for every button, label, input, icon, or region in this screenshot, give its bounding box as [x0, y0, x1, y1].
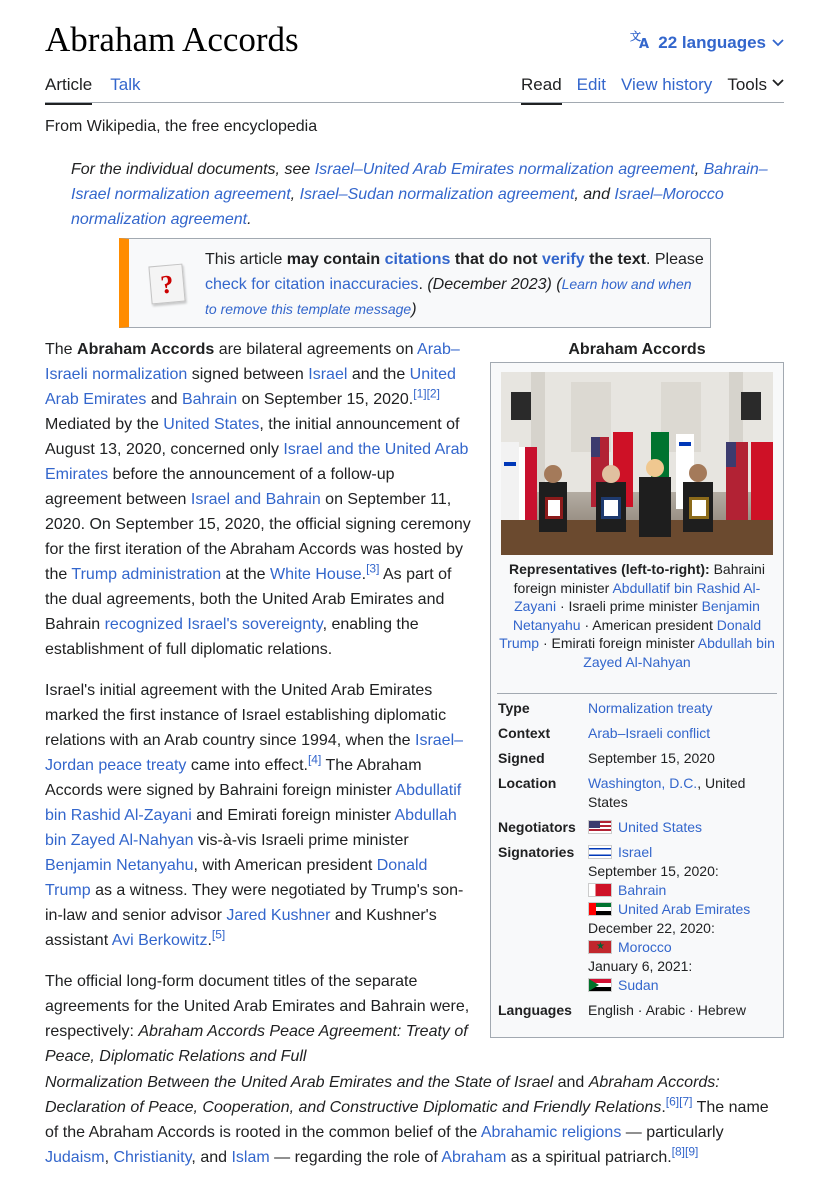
- link[interactable]: Benjamin Netanyahu: [512, 598, 760, 633]
- link[interactable]: Israel and the United Arab Emirates: [45, 441, 469, 483]
- text: at the: [221, 566, 271, 583]
- hatnote-link[interactable]: Israel–Sudan normalization agreement: [299, 186, 575, 203]
- paragraph-2: [45, 678, 475, 953]
- link[interactable]: Abrahamic religions: [480, 1124, 622, 1141]
- learn-how-link[interactable]: Learn how and when to remove this template message: [205, 276, 692, 317]
- italic-title: Normalization Between the United Arab Emirates and the State of Israel: [45, 1074, 554, 1091]
- svg-text:文: 文: [630, 30, 642, 43]
- us-flag-icon: [588, 820, 612, 834]
- italic-title: Abraham Accords Peace Agreement: Treaty of Peace, Diplomatic Relations and Full: [45, 1023, 468, 1065]
- text: and Kushner's assistant: [45, 907, 437, 949]
- row-label: Context: [498, 725, 551, 741]
- infobox-rows: [498, 699, 780, 1026]
- tools-label: Tools: [727, 75, 767, 94]
- infobox-row-negotiators: [498, 818, 780, 837]
- text: Mediated by the: [45, 416, 164, 433]
- text: ,: [104, 1149, 114, 1166]
- infobox: [490, 362, 784, 1038]
- text: Bahraini foreign minister: [513, 561, 765, 596]
- reference[interactable]: [8]: [671, 1144, 686, 1159]
- link[interactable]: Israel: [308, 366, 348, 383]
- link[interactable]: recognized Israel's sovereignty: [104, 616, 323, 633]
- languages-label: 22 languages: [658, 33, 766, 52]
- bahrain-flag-icon: [588, 883, 612, 897]
- infobox-row-signatories: [498, 843, 780, 995]
- hatnote-text: ,: [694, 161, 704, 178]
- paragraph-1: [45, 337, 475, 662]
- citations-link[interactable]: citations: [384, 251, 451, 268]
- tab-divider: [45, 102, 784, 103]
- sudan-flag-icon: [588, 978, 612, 992]
- ambox-text: ): [411, 301, 417, 318]
- link[interactable]: United States: [163, 416, 260, 433]
- bold-title: Abraham Accords: [77, 341, 215, 358]
- tab-view-history[interactable]: View history: [620, 75, 713, 94]
- text: The official long-form document titles of the separate agreements for the United Arab Emirates and Bahrain were, respectively:: [45, 973, 470, 1040]
- link[interactable]: Arab–Israeli normalization: [45, 341, 460, 383]
- hatnote-text: ,: [290, 186, 300, 203]
- reference[interactable]: [2]: [426, 386, 440, 401]
- reference[interactable]: [9]: [685, 1144, 699, 1159]
- text: are bilateral agreements on: [214, 341, 418, 358]
- paragraph-3-continued: [45, 1070, 785, 1170]
- link[interactable]: Abraham: [441, 1149, 507, 1166]
- text: , with American president: [193, 857, 377, 874]
- text: · Emirati foreign minister: [539, 635, 698, 651]
- text: on September 11, 2020. On September 15, 2020, the official signing ceremony for the first iteration of the Abraham Accords was hosted by the: [45, 491, 471, 583]
- row-label: Type: [498, 700, 530, 716]
- link[interactable]: Jared Kushner: [226, 907, 331, 924]
- site-tagline: From Wikipedia, the free encyclopedia: [45, 118, 318, 135]
- infobox-row-type: [498, 699, 780, 718]
- caption-bold: Representatives (left-to-right):: [509, 561, 710, 577]
- link[interactable]: Abdullah bin Zayed Al-Nahyan: [583, 635, 775, 670]
- text: Israel's initial agreement with the United Arab Emirates marked the first instance of Israel establishing diplomatic relations with an Arab country since 1994, when the: [45, 682, 447, 749]
- link[interactable]: Sudan: [618, 977, 659, 993]
- paragraph-3-wide: [45, 1070, 785, 1170]
- ambox-date: (December 2023): [427, 276, 552, 293]
- link[interactable]: Trump administration: [71, 566, 222, 583]
- ambox-bold: may contain: [286, 251, 385, 268]
- link[interactable]: United Arab Emirates: [45, 366, 456, 408]
- ambox-text: (: [551, 276, 562, 293]
- verify-link[interactable]: verify: [541, 251, 585, 268]
- citation-warning-box: [119, 238, 711, 328]
- text: .: [207, 932, 212, 949]
- ambox-bold: the text: [584, 251, 646, 268]
- signing-date: December 22, 2020:: [588, 920, 715, 936]
- uae-flag-icon: [588, 902, 612, 916]
- tab-talk[interactable]: Talk: [110, 75, 141, 94]
- link[interactable]: Morocco: [618, 939, 672, 955]
- row-label: Signatories: [498, 844, 575, 860]
- link[interactable]: Abdullatif bin Rashid Al-Zayani: [514, 579, 761, 614]
- hatnote-link[interactable]: Israel–Morocco normalization agreement: [71, 186, 724, 228]
- link[interactable]: Judaism: [45, 1149, 105, 1166]
- link[interactable]: Abdullatif bin Rashid Al-Zayani: [45, 782, 462, 824]
- link[interactable]: United States: [618, 819, 703, 835]
- infobox-row-languages: [498, 1001, 780, 1020]
- link[interactable]: Bahrain: [618, 882, 667, 898]
- citation-warning-text: [205, 247, 705, 322]
- israel-flag-icon: [588, 845, 612, 859]
- link[interactable]: Normalization treaty: [588, 700, 713, 716]
- reference[interactable]: [3]: [366, 561, 380, 576]
- link[interactable]: United Arab Emirates: [618, 901, 751, 917]
- infobox-divider: [497, 693, 777, 694]
- text: and Emirati foreign minister: [191, 807, 395, 824]
- link[interactable]: Donald Trump: [499, 616, 762, 651]
- infobox-row-context: [498, 724, 780, 743]
- row-label: Signed: [498, 750, 545, 766]
- reference[interactable]: [6]: [665, 1094, 680, 1109]
- paragraph-3: [45, 969, 475, 1069]
- row-value: English · Arabic · Hebrew: [588, 1002, 746, 1018]
- link[interactable]: Avi Berkowitz: [111, 932, 208, 949]
- infobox-title: Abraham Accords: [568, 341, 706, 358]
- link[interactable]: Benjamin Netanyahu: [45, 857, 194, 874]
- reference[interactable]: [7]: [679, 1094, 693, 1109]
- chevron-down-icon: [772, 72, 784, 97]
- text: The Abraham Accords were signed by Bahraini foreign minister: [45, 757, 422, 799]
- text: · Israeli prime minister: [556, 598, 702, 614]
- text: · American president: [580, 616, 717, 633]
- text: .: [361, 566, 367, 583]
- text: came into effect.: [186, 757, 308, 774]
- reference[interactable]: [1]: [413, 386, 427, 401]
- translate-icon: [630, 29, 652, 56]
- ambox-text: . Please: [645, 251, 704, 268]
- text: and: [553, 1074, 589, 1091]
- tab-article[interactable]: Article: [45, 72, 92, 105]
- text: on September 15, 2020.: [237, 391, 414, 408]
- view-tabs: [521, 72, 784, 105]
- languages-button[interactable]: [630, 29, 784, 56]
- ambox-text: This article: [205, 251, 287, 268]
- link[interactable]: Arab–Israeli conflict: [588, 725, 711, 741]
- check-citation-link[interactable]: check for citation inaccuracies: [205, 276, 419, 293]
- ambox-bold: that do not: [450, 251, 542, 268]
- row-label: Languages: [498, 1002, 572, 1018]
- link[interactable]: Christianity: [113, 1149, 192, 1166]
- link[interactable]: Donald Trump: [45, 857, 428, 899]
- tab-read[interactable]: Read: [521, 72, 562, 105]
- text: and the: [347, 366, 410, 383]
- link[interactable]: Israel: [618, 844, 653, 860]
- hatnote-text: .: [247, 211, 252, 228]
- text: , and: [191, 1149, 232, 1166]
- link[interactable]: Bahrain: [181, 391, 238, 408]
- link[interactable]: Abdullah bin Zayed Al-Nahyan: [45, 807, 457, 849]
- svg-text:A: A: [639, 37, 650, 49]
- reference[interactable]: [4]: [307, 752, 322, 767]
- row-label: Negotiators: [498, 819, 576, 835]
- hatnote-text: , and: [574, 186, 615, 203]
- link[interactable]: Islam: [231, 1149, 270, 1166]
- namespace-tabs: [45, 72, 140, 105]
- infobox-row-location: [498, 774, 780, 812]
- question-book-icon: ?: [148, 264, 185, 305]
- link[interactable]: White House: [270, 566, 362, 583]
- text: .: [661, 1099, 666, 1116]
- tab-edit[interactable]: Edit: [576, 75, 606, 94]
- text: The: [45, 341, 78, 358]
- text: signed between: [187, 366, 309, 383]
- image-caption: [499, 560, 775, 671]
- row-label: Location: [498, 775, 557, 791]
- reference[interactable]: [5]: [211, 927, 226, 942]
- signing-date: September 15, 2020:: [588, 863, 719, 879]
- text: — regarding the role of: [269, 1149, 442, 1166]
- text: The name of the Abraham Accords is rooted in the common belief of the: [45, 1099, 769, 1141]
- page-title: Abraham Accords: [45, 20, 299, 59]
- article-body: [45, 337, 475, 1085]
- text: As part of the dual agreements, both the United Arab Emirates and Bahrain: [45, 566, 452, 633]
- text: and: [146, 391, 182, 408]
- row-value: September 15, 2020: [588, 750, 715, 766]
- text: as a spiritual patriarch.: [506, 1149, 672, 1166]
- signing-ceremony-photo[interactable]: [501, 372, 773, 555]
- text: vis-à-vis Israeli prime minister: [193, 832, 409, 849]
- link[interactable]: Israel and Bahrain: [190, 491, 321, 508]
- hatnote: [71, 157, 791, 232]
- hatnote-link[interactable]: Israel–United Arab Emirates normalization agreement: [314, 161, 695, 178]
- row-value: , United States: [588, 775, 746, 810]
- tools-menu[interactable]: [727, 72, 784, 105]
- italic-title: Abraham Accords: Declaration of Peace, Cooperation, and Constructive Diplomatic and Friendly Relations: [45, 1074, 720, 1116]
- chevron-down-icon: [772, 30, 784, 55]
- text: as a witness. They were negotiated by Trump's son-in-law and senior advisor: [45, 882, 464, 924]
- ambox-text: .: [418, 276, 428, 293]
- hatnote-link[interactable]: Bahrain–Israel normalization agreement: [71, 161, 768, 203]
- text: — particularly: [621, 1124, 724, 1141]
- hatnote-text: For the individual documents, see: [71, 161, 315, 178]
- link[interactable]: Washington, D.C.: [588, 775, 698, 791]
- text: , enabling the establishment of full diplomatic relations.: [45, 616, 419, 658]
- signing-date: January 6, 2021:: [588, 958, 693, 974]
- text: before the announcement of a follow-up agreement between: [45, 466, 395, 508]
- text: , the initial announcement of August 13, 2020, concerned only: [45, 416, 460, 458]
- morocco-flag-icon: [588, 940, 612, 954]
- infobox-row-signed: [498, 749, 780, 768]
- link[interactable]: Israel–Jordan peace treaty: [45, 732, 464, 774]
